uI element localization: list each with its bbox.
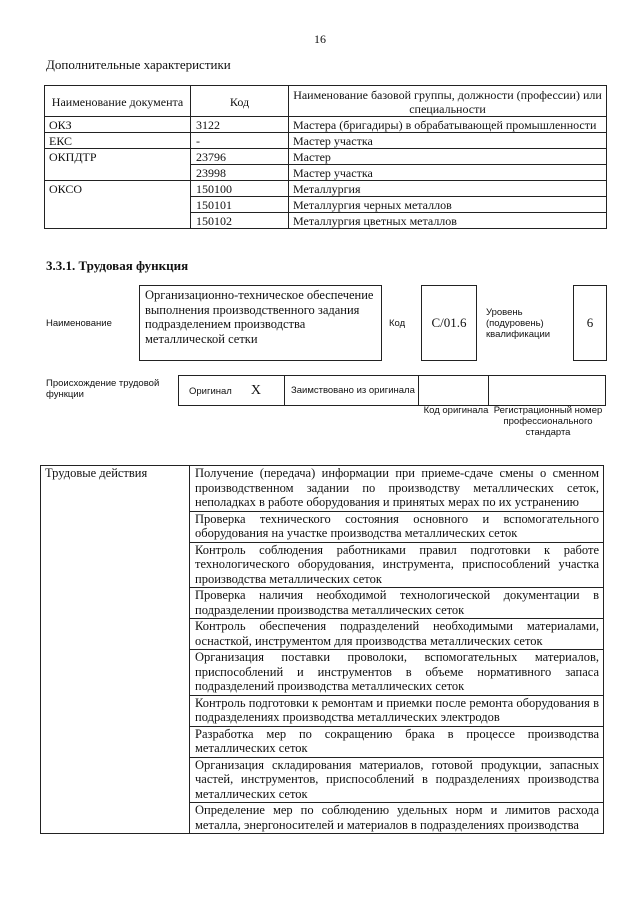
labor-actions-label: Трудовые действия bbox=[41, 466, 190, 834]
original-code-cell bbox=[419, 376, 489, 406]
original-mark: X bbox=[250, 382, 261, 398]
labor-action-item: Организация складирования материалов, готовой продукции, запасных частей, инструментов, приспособлений в подразделениях производства металлических сеток bbox=[190, 757, 604, 803]
labor-action-item: Получение (передача) информации при приеме-сдаче смены о сменном производственном задании по производству металлических сеток, неполадках в работе оборудования и принятых мерах по их устранению bbox=[190, 466, 604, 512]
cell-name: Металлургия bbox=[289, 181, 607, 197]
labor-action-item: Контроль обеспечения подразделений необходимыми материалами, оснасткой, инструментом для производства металлических сеток bbox=[190, 619, 604, 650]
origin-table bbox=[178, 375, 606, 406]
cell-name: Мастера (бригадиры) в обрабатывающей промышленности bbox=[289, 117, 607, 133]
table-row bbox=[45, 149, 607, 165]
function-name-box: Организационно-техническое обеспечение выполнения производственного задания подразделением производства металлической сетки bbox=[139, 285, 382, 361]
header-code: Код bbox=[191, 86, 289, 117]
table-row bbox=[45, 117, 607, 133]
code-label: Код bbox=[389, 318, 406, 329]
cell-name: Металлургия черных металлов bbox=[289, 197, 607, 213]
labor-action-item: Проверка наличия необходимой технологической документации в подразделении производства металлических сеток bbox=[190, 588, 604, 619]
original-label: Оригинал bbox=[189, 385, 232, 397]
section-heading: Дополнительные характеристики bbox=[46, 57, 231, 72]
table-row bbox=[41, 466, 604, 512]
function-code-box: C/01.6 bbox=[421, 285, 477, 361]
qualification-level-label: Уровень (подуровень) квалификации bbox=[486, 307, 551, 340]
cell-code: 23796 bbox=[191, 149, 289, 165]
borrowed-cell bbox=[285, 376, 419, 406]
cell-name: Металлургия цветных металлов bbox=[289, 213, 607, 229]
cell-code: - bbox=[191, 133, 289, 149]
cell-code: 150100 bbox=[191, 181, 289, 197]
original-code-caption: Код оригинала bbox=[423, 405, 489, 416]
cell-doc: ЕКС bbox=[45, 133, 191, 149]
labor-action-item: Определение мер по соблюдению удельных норм и лимитов расхода металла, энергоносителей и материалов в подразделениях производства bbox=[190, 803, 604, 834]
original-cell bbox=[179, 376, 285, 406]
cell-code: 3122 bbox=[191, 117, 289, 133]
cell-name: Мастер участка bbox=[289, 133, 607, 149]
table-header-row bbox=[45, 86, 607, 117]
reg-number-caption: Регистрационный номер профессионального стандарта bbox=[493, 405, 603, 438]
labor-action-item: Организация поставки проволоки, вспомогательных материалов, приспособлений и инструментов в объеме нормативного запаса подразделений производства металлических сеток bbox=[190, 650, 604, 696]
header-doc: Наименование документа bbox=[45, 86, 191, 117]
page-number: 16 bbox=[314, 32, 326, 46]
labor-action-item: Проверка технического состояния основного и вспомогательного оборудования на участке производства металлических сеток bbox=[190, 511, 604, 542]
additional-characteristics-table bbox=[44, 85, 607, 229]
labor-actions-table bbox=[40, 465, 604, 834]
borrowed-label: Заимствовано из оригинала bbox=[291, 385, 415, 396]
labor-action-item: Контроль подготовки к ремонтам и приемки после ремонта оборудования в подразделениях производства металлических электродов bbox=[190, 695, 604, 726]
labor-action-item: Разработка мер по сокращению брака в процессе производства металлических сеток bbox=[190, 726, 604, 757]
labor-action-item: Контроль соблюдения работниками правил подготовки к работе технологического оборудования, инструмента, приспособлений участка производства металлических сеток bbox=[190, 542, 604, 588]
table-row bbox=[45, 133, 607, 149]
header-name: Наименование базовой группы, должности (профессии) или специальности bbox=[289, 86, 607, 117]
name-label: Наименование bbox=[46, 318, 112, 329]
origin-label: Происхождение трудовой функции bbox=[46, 378, 160, 400]
cell-doc: ОКЗ bbox=[45, 117, 191, 133]
table-row bbox=[45, 181, 607, 197]
cell-code: 150102 bbox=[191, 213, 289, 229]
cell-code: 23998 bbox=[191, 165, 289, 181]
cell-doc: ОКПДТР bbox=[45, 149, 191, 181]
reg-number-cell bbox=[489, 376, 606, 406]
cell-doc: ОКСО bbox=[45, 181, 191, 229]
labor-function-heading: 3.3.1. Трудовая функция bbox=[46, 258, 189, 273]
cell-code: 150101 bbox=[191, 197, 289, 213]
qualification-level-box: 6 bbox=[573, 285, 607, 361]
cell-name: Мастер участка bbox=[289, 165, 607, 181]
cell-name: Мастер bbox=[289, 149, 607, 165]
